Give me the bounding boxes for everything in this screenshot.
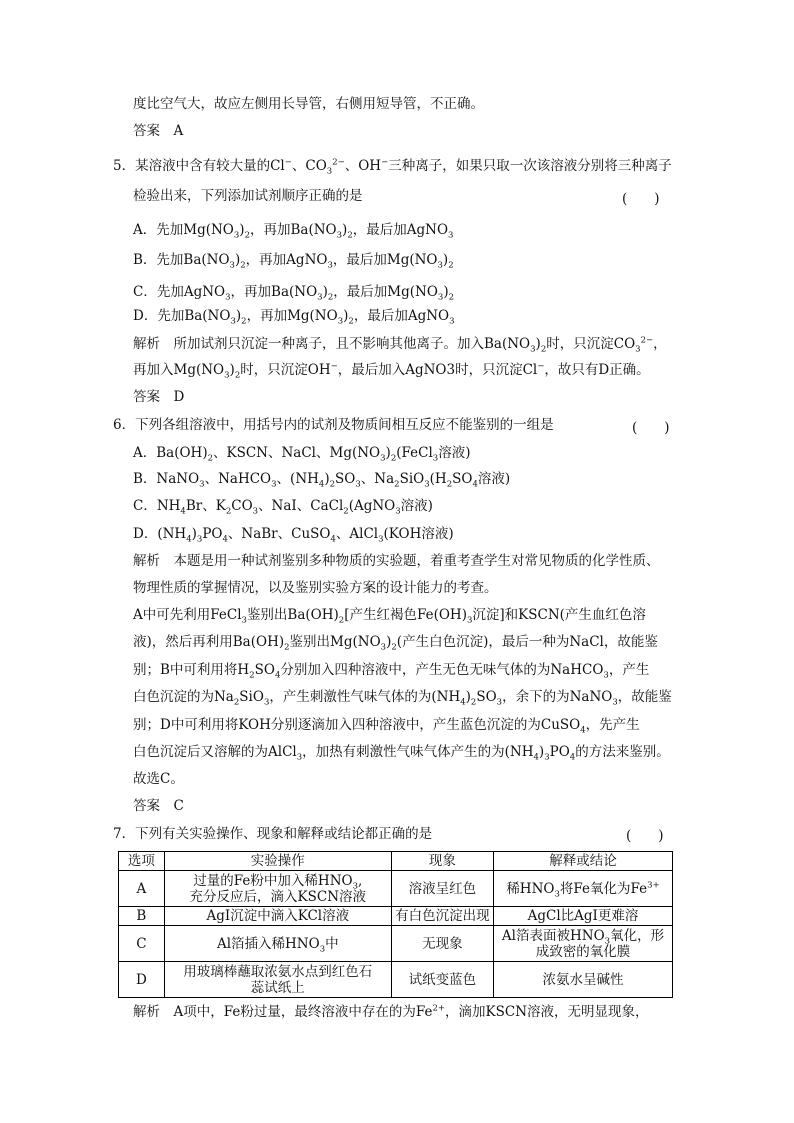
explanation-line: 白色沉淀的为$Na_2SiO_3$，产生刺激性气味气体的为$(NH_4)_2SO_3$，余下的为NaNO$_3$，故能鉴 <box>133 689 672 708</box>
table-header-cell: 实验操作 <box>164 852 391 871</box>
text-line: 度比空气大，故应左侧用长导管，右侧用短导管，不正确。 <box>133 96 484 112</box>
question-5-stem: 检验出来，下列添加试剂顺序正确的是 <box>133 188 363 204</box>
table-row <box>119 962 673 998</box>
table-cell: 稀$HNO_3$将Fe氧化为$Fe^{3+}$ <box>494 871 673 907</box>
table-cell: Al箔插入稀$HNO_3$中 <box>164 926 391 962</box>
explanation-line: 液)，然后再利用$Ba(OH)_2$鉴别出$Mg(NO_3)_2$(产生白色沉淀)，最后一种为NaCl，故能鉴 <box>133 634 658 653</box>
table-cell: 无现象 <box>391 926 493 962</box>
question-7-stem: 7．下列有关实验操作、现象和解释或结论都正确的是 <box>113 826 433 842</box>
table-cell: 试纸变蓝色 <box>391 962 493 998</box>
explanation-line: 白色沉淀后又溶解的为AlCl$_3$，加热有刺激性气味气体产生的为$(NH_4)_3PO_4$的方法来鉴别。 <box>133 744 670 763</box>
table-cell: A <box>119 871 165 907</box>
option-c: C．$NH_4Br$、$K_2CO_3$、NaI、CaCl$_2$(AgNO$_3$溶液) <box>133 498 433 517</box>
explanation-line: 别；B中可利用将$H_2SO_4$分别加入四种溶液中，产生无色无味气体的为NaHCO$_3$，产生 <box>133 662 650 681</box>
option-c: C．先加AgNO$_3$，再加$Ba(NO_3)_2$，最后加$Mg(NO_3)_2$ <box>133 284 455 303</box>
explanation-line: 别；D中可利用将KOH分别逐滴加入四种溶液中，产生蓝色沉淀的为CuSO$_4$，先产生 <box>133 717 640 736</box>
table-cell: 用玻璃棒蘸取浓氨水点到红色石蕊试纸上 <box>164 962 391 998</box>
table-cell: D <box>119 962 165 998</box>
option-a: A．$Ba(OH)_2$、KSCN、NaCl、$Mg(NO_3)_2(FeCl_3$溶液) <box>133 445 471 464</box>
table-cell: Al箔表面被$HNO_3$氧化，形成致密的氧化膜 <box>494 926 673 962</box>
table-cell: 有白色沉淀出现 <box>391 907 493 926</box>
table-header-cell: 选项 <box>119 852 165 871</box>
table-cell: 溶液呈红色 <box>391 871 493 907</box>
explanation-line: 解析 所加试剂只沉淀一种离子，且不影响其他离子。加入$Ba(NO_3)_2$时，只沉淀$CO_3^{2-}$， <box>133 335 667 355</box>
table-header-cell: 解释或结论 <box>494 852 673 871</box>
explanation-line: 物理性质的掌握情况，以及鉴别实验方案的设计能力的考查。 <box>133 580 498 596</box>
option-b: B．NaNO$_3$、NaHCO$_3$、$(NH_4)_2SO_3$、$Na_2SiO_3(H_2SO_4$溶液) <box>133 471 511 490</box>
table-header-cell: 现象 <box>391 852 493 871</box>
option-b: B．先加$Ba(NO_3)_2$，再加AgNO$_3$，最后加$Mg(NO_3)_2$ <box>133 252 454 271</box>
answer-bracket: ( ) <box>632 420 670 436</box>
answer-line: 答案 C <box>133 798 184 814</box>
explanation-line: 解析 A项中，Fe粉过量，最终溶液中存在的为$Fe^{2+}$，滴加KSCN溶液，无明显现象， <box>133 1003 649 1020</box>
answer-bracket: ( ) <box>626 828 664 844</box>
table-cell: B <box>119 907 165 926</box>
answer-bracket: ( ) <box>622 191 660 207</box>
question-6-stem: 6．下列各组溶液中，用括号内的试剂及物质间相互反应不能鉴别的一组是 <box>113 417 554 433</box>
option-d: D．$(NH_4)_3PO_4$、NaBr、CuSO$_4$、AlCl$_3$(KOH溶液) <box>133 526 454 545</box>
table-header-row <box>119 852 673 871</box>
answer-line: 答案 D <box>133 389 185 405</box>
explanation-line: 再加入$Mg(NO_3)_2$时，只沉淀OH−，最后加入AgNO3时，只沉淀Cl−，故只有D正确。 <box>133 361 650 381</box>
table-cell: 过量的Fe粉中加入稀$HNO_3$,充分反应后，滴入KSCN溶液 <box>164 871 391 907</box>
experiment-table <box>118 851 673 998</box>
table-cell: C <box>119 926 165 962</box>
option-d: D．先加$Ba(NO_3)_2$，再加$Mg(NO_3)_2$，最后加AgNO$_3$ <box>133 308 455 327</box>
table-cell: AgI沉淀中滴入KCl溶液 <box>164 907 391 926</box>
table-row <box>119 926 673 962</box>
table-cell: 浓氨水呈碱性 <box>494 962 673 998</box>
explanation-line: 故选C。 <box>133 771 184 787</box>
table-row <box>119 907 673 926</box>
question-5-stem: 5．某溶液中含有较大量的Cl−、$CO_3^{2-}$、OH−三种离子，如果只取一次该溶液分别将三种离子 <box>113 157 672 177</box>
explanation-line: 解析 本题是用一种试剂鉴别多种物质的实验题，着重考查学生对常见物质的化学性质、 <box>133 553 660 569</box>
option-a: A．先加$Mg(NO_3)_2$，再加$Ba(NO_3)_2$，最后加AgNO$_3$ <box>133 222 454 241</box>
table-cell: AgCl比AgI更难溶 <box>494 907 673 926</box>
answer-line: 答案 A <box>133 123 184 139</box>
explanation-line: A中可先利用FeCl$_3$鉴别出$Ba(OH)_2$[产生红褐色$Fe(OH)_3$沉淀]和KSCN(产生血红色溶 <box>133 607 646 626</box>
table-row <box>119 871 673 907</box>
